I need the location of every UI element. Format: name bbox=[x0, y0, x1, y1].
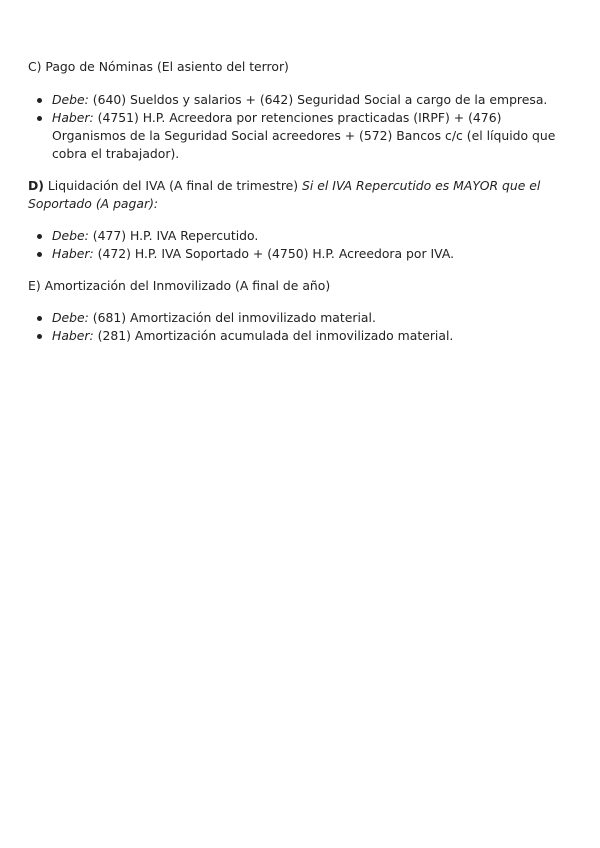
item-text: (281) Amortización acumulada del inmovilizado material. bbox=[93, 328, 454, 343]
bullet-icon bbox=[37, 334, 42, 339]
item-label: Haber: bbox=[52, 110, 94, 125]
list-item bbox=[28, 109, 578, 163]
item-label: Debe: bbox=[52, 228, 89, 243]
item-label: Debe: bbox=[52, 310, 89, 325]
item-text: (477) H.P. IVA Repercutido. bbox=[88, 228, 259, 243]
section-d-condition: Si el IVA Repercutido es MAYOR que el Soportado (A pagar): bbox=[28, 178, 541, 211]
list-item bbox=[28, 227, 578, 245]
section-e-heading: E) Amortización del Inmovilizado (A final de año) bbox=[28, 278, 331, 293]
item-label: Haber: bbox=[52, 328, 94, 343]
bullet-icon bbox=[37, 316, 42, 321]
section-d-prefix: D) bbox=[28, 178, 44, 193]
document-content bbox=[28, 58, 578, 345]
list-item bbox=[28, 309, 578, 327]
item-label: Debe: bbox=[52, 92, 89, 107]
item-text: (681) Amortización del inmovilizado material. bbox=[88, 310, 376, 325]
list-item bbox=[28, 327, 578, 345]
bullet-icon bbox=[37, 116, 42, 121]
list-item bbox=[28, 91, 578, 109]
item-text: (4751) H.P. Acreedora por retenciones practicadas (IRPF) + (476) Organismos de la Seguridad Social acreedores + (572) Bancos c/c (el líquido que cobra el trabajador). bbox=[52, 110, 556, 161]
section-c-heading: C) Pago de Nóminas (El asiento del terror) bbox=[28, 59, 289, 74]
item-text: (472) H.P. IVA Soportado + (4750) H.P. Acreedora por IVA. bbox=[93, 246, 455, 261]
section-e-list bbox=[28, 309, 578, 345]
section-d-list bbox=[28, 227, 578, 263]
bullet-icon bbox=[37, 252, 42, 257]
list-item bbox=[28, 245, 578, 263]
section-d-title: Liquidación del IVA (A final de trimestre) bbox=[43, 178, 303, 193]
item-text: (640) Sueldos y salarios + (642) Seguridad Social a cargo de la empresa. bbox=[88, 92, 548, 107]
section-d-heading bbox=[28, 177, 578, 213]
section-c-list bbox=[28, 91, 578, 163]
bullet-icon bbox=[37, 234, 42, 239]
item-label: Haber: bbox=[52, 246, 94, 261]
bullet-icon bbox=[37, 98, 42, 103]
